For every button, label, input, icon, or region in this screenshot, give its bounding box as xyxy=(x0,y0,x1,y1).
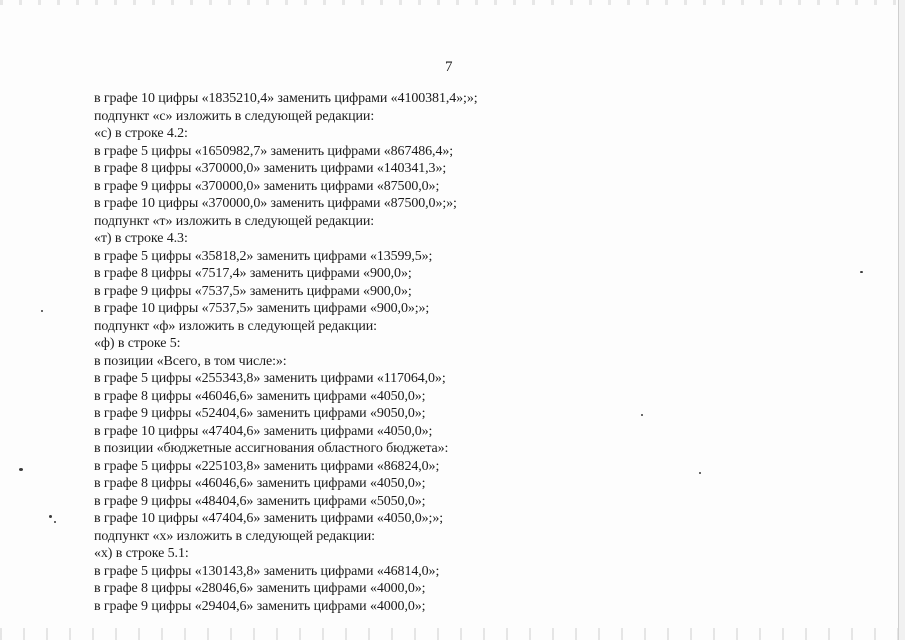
text-line: в графе 10 цифры «370000,0» заменить цифрами «87500,0»;»; xyxy=(94,196,457,211)
scan-edge-bottom xyxy=(0,628,905,640)
text-line: в графе 9 цифры «52404,6» заменить цифрами «9050,0»; xyxy=(94,406,426,421)
text-line: в графе 9 цифры «29404,6» заменить цифрами «4000,0»; xyxy=(94,598,426,614)
text-line: «х) в строке 5.1: xyxy=(94,546,189,561)
text-line: в позиции «Всего, в том числе:»: xyxy=(94,353,287,369)
text-line: в графе 10 цифры «1835210,4» заменить цифрами «4100381,4»;»; xyxy=(94,91,478,106)
scan-speck xyxy=(49,515,52,518)
text-line: в графе 8 цифры «28046,6» заменить цифрами «4000,0»; xyxy=(94,581,426,596)
text-line: в позиции «бюджетные ассигнования областного бюджета»: xyxy=(94,441,449,456)
scan-edge-top xyxy=(0,0,905,5)
text-line: подпункт «ф» изложить в следующей редакции: xyxy=(94,318,377,334)
scan-speck xyxy=(54,521,56,523)
text-line: «ф) в строке 5: xyxy=(94,336,181,351)
text-line: подпункт «т» изложить в следующей редакции: xyxy=(94,213,375,229)
text-line: в графе 8 цифры «370000,0» заменить цифрами «140341,3»; xyxy=(94,161,447,176)
text-line: в графе 8 цифры «46046,6» заменить цифрами «4050,0»; xyxy=(94,476,426,491)
document-body xyxy=(94,90,814,615)
text-line: в графе 5 цифры «225103,8» заменить цифрами «86824,0»; xyxy=(94,458,440,474)
text-line: в графе 9 цифры «370000,0» заменить цифрами «87500,0»; xyxy=(94,178,440,194)
text-line: в графе 5 цифры «130143,8» заменить цифрами «46814,0»; xyxy=(94,563,440,579)
text-line: в графе 8 цифры «7517,4» заменить цифрами «900,0»; xyxy=(94,266,412,281)
text-line: подпункт «с» изложить в следующей редакции: xyxy=(94,108,375,124)
text-line: «т) в строке 4.3: xyxy=(94,231,188,246)
text-line: в графе 5 цифры «255343,8» заменить цифрами «117064,0»; xyxy=(94,371,446,386)
scan-speck xyxy=(41,310,43,312)
text-line: в графе 10 цифры «47404,6» заменить цифрами «4050,0»; xyxy=(94,423,433,439)
text-line: в графе 10 цифры «47404,6» заменить цифрами «4050,0»;»; xyxy=(94,511,444,526)
scan-speck xyxy=(19,468,23,471)
page-number: 7 xyxy=(445,59,453,75)
text-line: подпункт «х» изложить в следующей редакции: xyxy=(94,528,375,544)
text-line: в графе 8 цифры «46046,6» заменить цифрами «4050,0»; xyxy=(94,388,426,404)
text-line: в графе 5 цифры «1650982,7» заменить цифрами «867486,4»; xyxy=(94,143,454,159)
scan-edge-right xyxy=(898,0,905,640)
text-line: в графе 10 цифры «7537,5» заменить цифрами «900,0»;»; xyxy=(94,301,430,316)
scan-speck xyxy=(860,271,863,273)
text-line: «с) в строке 4.2: xyxy=(94,126,188,141)
text-line: в графе 5 цифры «35818,2» заменить цифрами «13599,5»; xyxy=(94,248,433,264)
text-line: в графе 9 цифры «7537,5» заменить цифрами «900,0»; xyxy=(94,283,412,299)
text-line: в графе 9 цифры «48404,6» заменить цифрами «5050,0»; xyxy=(94,493,426,509)
